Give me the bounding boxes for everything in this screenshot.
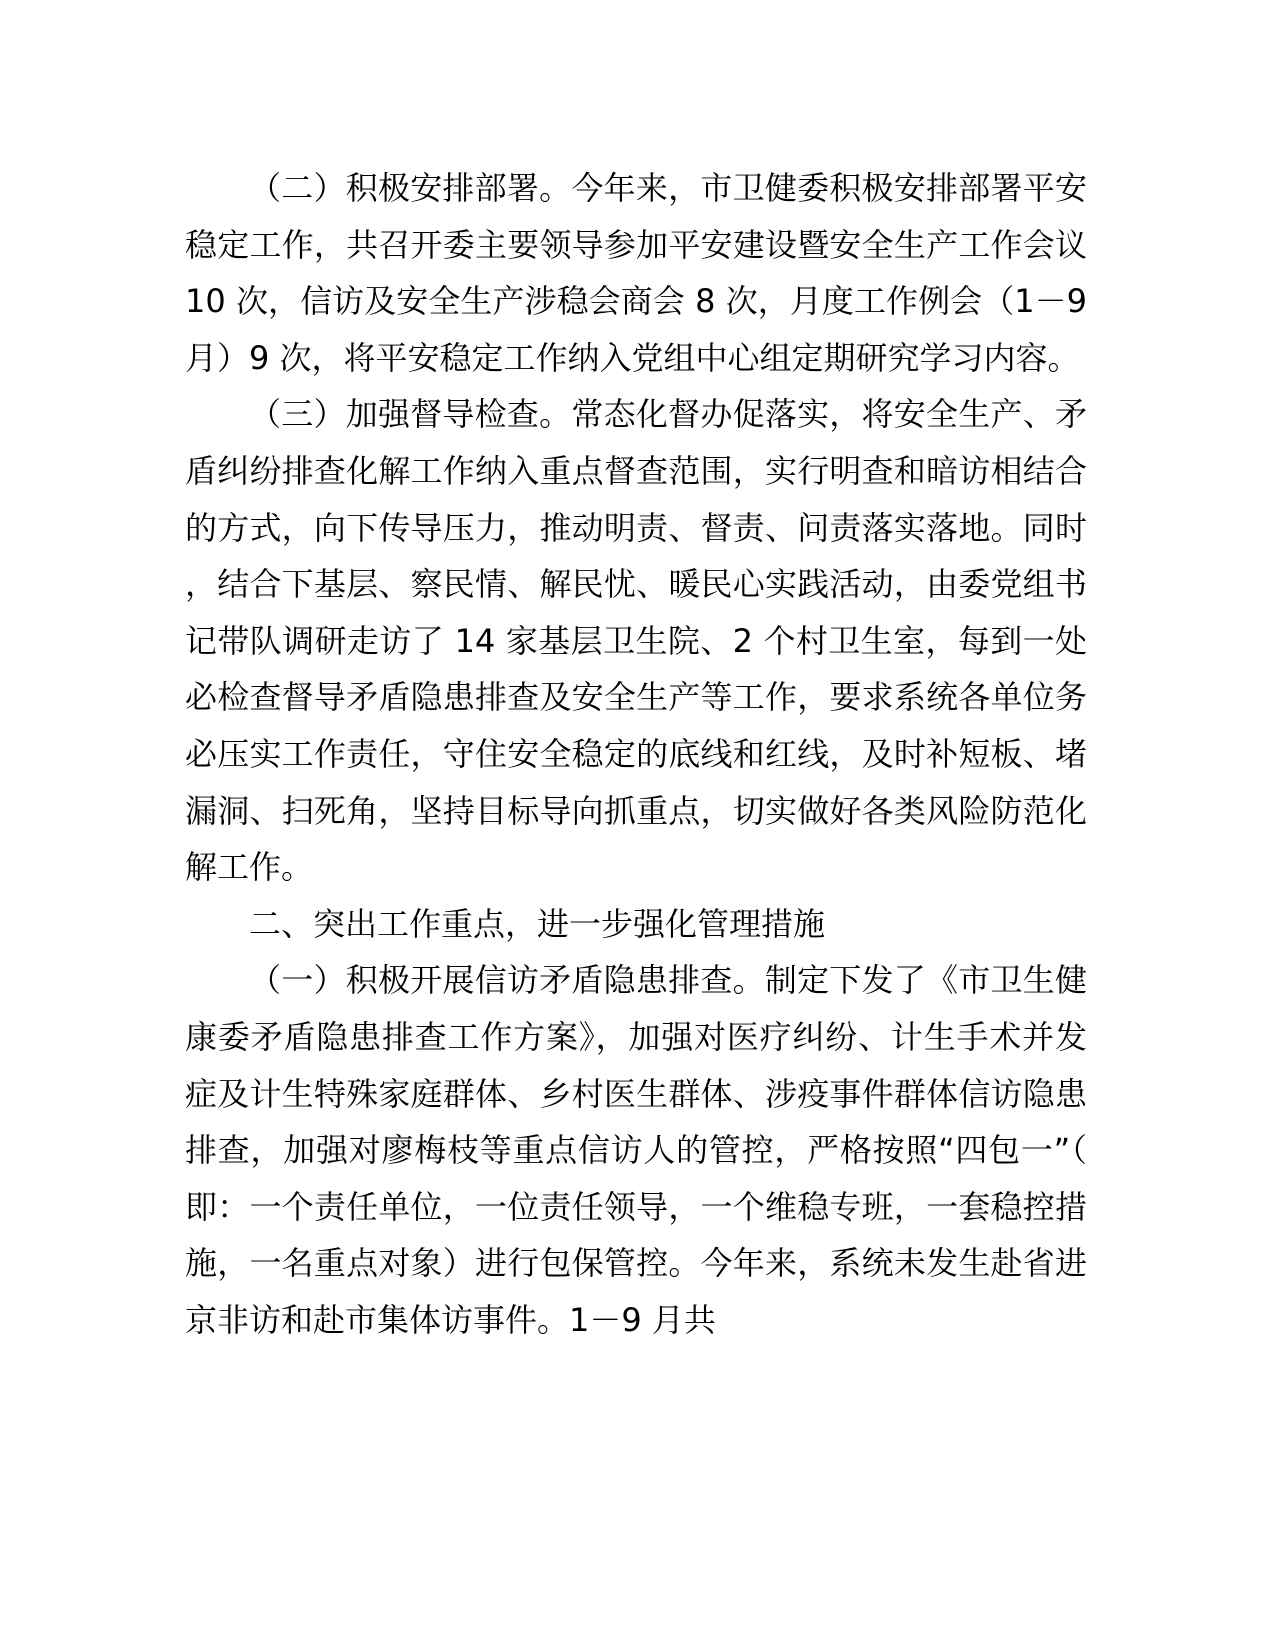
paragraph-supervision-inspection: （三）加强督导检查。常态化督办促落实，将安全生产、矛盾纠纷排查化解工作纳入重点督查范围，实行明查和暗访相结合的方式，向下传导压力，推动明责、督责、问责落实落地。同时，结合下基层、察民情、解民忧、暖民心实践活动，由委党组书记带队调研走访了 14 家基层卫生院、2 个村卫生室，每到一处必检查督导矛盾隐患排查及安全生产等工作，要求系统各单位务必压实工作责任，守住安全稳定的底线和红线，及时补短板、堵漏洞、扫死角，坚持目标导向抓重点，切实做好各类风险防范化解工作。 [185, 395, 1087, 887]
paragraph-arrangement-deployment: （二）积极安排部署。今年来，市卫健委积极安排部署平安稳定工作，共召开委主要领导参加平安建设暨安全生产工作会议 10 次，信访及安全生产涉稳会商会 8 次，月度工作例会（1－9 月）9 次，将平安稳定工作纳入党组中心组定期研究学习内容。 [185, 169, 1087, 377]
document-body [185, 160, 1087, 1348]
paragraph-petition-risk-screening: （一）积极开展信访矛盾隐患排查。制定下发了《市卫生健康委矛盾隐患排查工作方案》，加强对医疗纠纷、计生手术并发症及计生特殊家庭群体、乡村医生群体、涉疫事件群体信访隐患排查，加强对廖梅枝等重点信访人的管控，严格按照“四包一”（即：一个责任单位，一位责任领导，一个维稳专班，一套稳控措施，一名重点对象）进行包保管控。今年来，系统未发生赴省进京非访和赴市集体访事件。1－9 月共 [185, 961, 1087, 1339]
section-heading-work-focus: 二、突出工作重点，进一步强化管理措施 [249, 904, 826, 943]
